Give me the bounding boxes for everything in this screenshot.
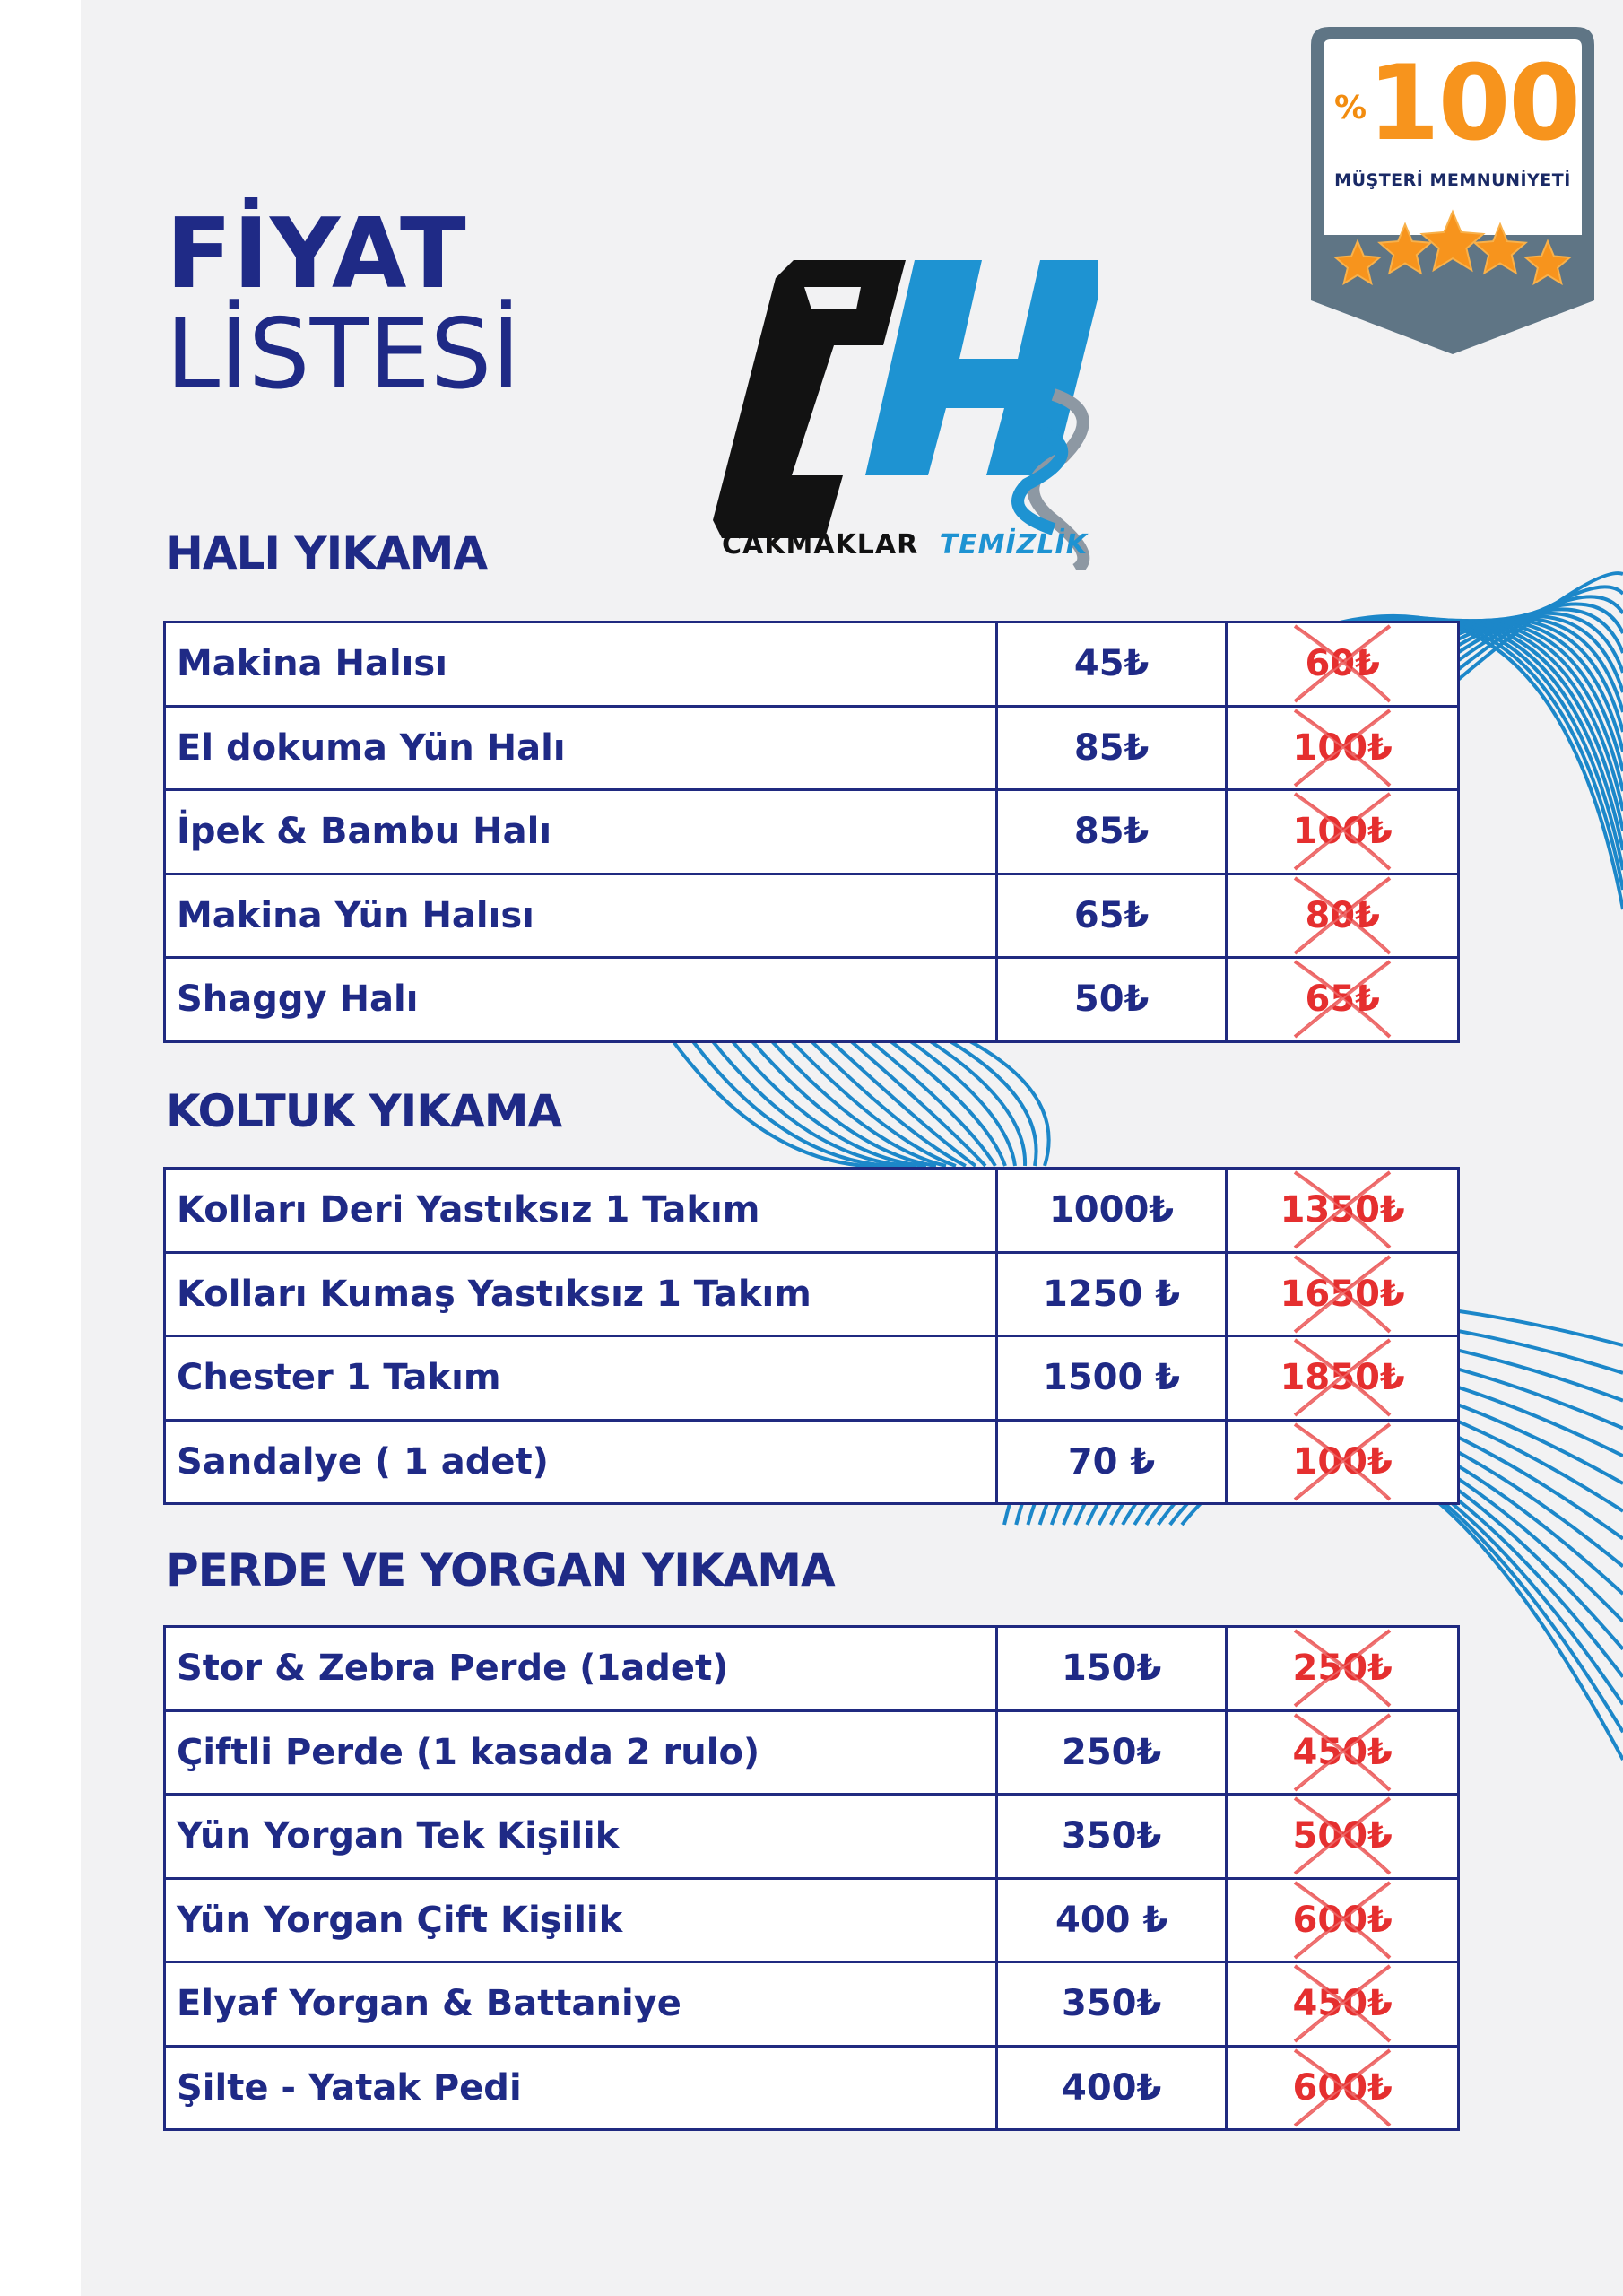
old-price — [1293, 1900, 1393, 1941]
current-price: 85₺ — [996, 790, 1227, 874]
old-price-text: 100₺ — [1292, 726, 1393, 769]
badge-subtitle: MÜŞTERİ MEMNUNİYETİ — [1334, 170, 1571, 190]
badge-number: 100 — [1367, 43, 1580, 164]
old-price — [1293, 1815, 1393, 1857]
old-price — [1305, 895, 1380, 936]
page-title — [166, 198, 521, 411]
service-name: Sandalye ( 1 adet) — [165, 1420, 997, 1504]
old-price — [1305, 643, 1380, 684]
service-name: Makina Halısı — [165, 622, 997, 707]
current-price: 1250 ₺ — [996, 1252, 1227, 1336]
old-price-text: 1350₺ — [1280, 1189, 1405, 1231]
old-price-text: 600₺ — [1292, 2066, 1393, 2109]
old-price-text: 60₺ — [1305, 643, 1380, 685]
service-name: Elyaf Yorgan & Battaniye — [165, 1962, 997, 2047]
current-price: 50₺ — [996, 958, 1227, 1042]
old-price-text: 1850₺ — [1280, 1357, 1405, 1399]
table-row — [165, 874, 1459, 958]
current-price: 250₺ — [996, 1710, 1227, 1795]
old-price — [1280, 1189, 1405, 1231]
old-price-cell — [1227, 1878, 1459, 1962]
logo-name-part2: TEMİZLİK — [939, 529, 1088, 561]
old-price-cell — [1227, 874, 1459, 958]
old-price — [1293, 1648, 1393, 1689]
old-price — [1280, 1357, 1405, 1398]
title-line-2: LİSTESİ — [166, 299, 521, 411]
old-price — [1293, 2067, 1393, 2109]
service-name: Yün Yorgan Çift Kişilik — [165, 1878, 997, 1962]
service-name: Shaggy Halı — [165, 958, 997, 1042]
title-line-1: FİYAT — [166, 198, 467, 310]
old-price — [1293, 727, 1393, 769]
table-row — [165, 1169, 1459, 1253]
table-row — [165, 1795, 1459, 1879]
table-row — [165, 622, 1459, 707]
current-price: 85₺ — [996, 706, 1227, 790]
current-price: 65₺ — [996, 874, 1227, 958]
old-price — [1305, 978, 1380, 1020]
old-price-text: 100₺ — [1292, 1440, 1393, 1483]
current-price: 1500 ₺ — [996, 1336, 1227, 1421]
current-price: 350₺ — [996, 1795, 1227, 1879]
old-price-text: 80₺ — [1305, 894, 1380, 936]
table-row — [165, 1252, 1459, 1336]
table-row — [165, 790, 1459, 874]
old-price-cell — [1227, 1169, 1459, 1253]
old-price-text: 450₺ — [1292, 1731, 1393, 1773]
old-price-cell — [1227, 2046, 1459, 2130]
old-price-cell — [1227, 706, 1459, 790]
table-row — [165, 2046, 1459, 2130]
logo-wordmark — [722, 529, 1088, 561]
current-price: 1000₺ — [996, 1169, 1227, 1253]
old-price-cell — [1227, 1252, 1459, 1336]
service-name: Kolları Deri Yastıksız 1 Takım — [165, 1169, 997, 1253]
table-row — [165, 1710, 1459, 1795]
old-price-text: 500₺ — [1292, 1815, 1393, 1857]
old-price-text: 600₺ — [1292, 1899, 1393, 1941]
table-row — [165, 1627, 1459, 1711]
old-price-cell — [1227, 1420, 1459, 1504]
section-title-koltuk: KOLTUK YIKAMA — [166, 1085, 562, 1137]
old-price-cell — [1227, 958, 1459, 1042]
old-price-cell — [1227, 1962, 1459, 2047]
section-title-perde: PERDE VE YORGAN YIKAMA — [166, 1544, 835, 1596]
section-title-hali: HALI YIKAMA — [166, 527, 488, 579]
current-price: 400₺ — [996, 2046, 1227, 2130]
service-name: Chester 1 Takım — [165, 1336, 997, 1421]
table-row — [165, 958, 1459, 1042]
old-price-text: 250₺ — [1292, 1648, 1393, 1690]
old-price-text: 65₺ — [1305, 978, 1380, 1021]
old-price-text: 1650₺ — [1280, 1273, 1405, 1315]
current-price: 350₺ — [996, 1962, 1227, 2047]
old-price — [1293, 1441, 1393, 1483]
current-price: 150₺ — [996, 1627, 1227, 1711]
old-price-text: 450₺ — [1292, 1983, 1393, 2025]
service-name: Çiftli Perde (1 kasada 2 rulo) — [165, 1710, 997, 1795]
old-price — [1293, 1732, 1393, 1773]
badge-percent-sign: % — [1334, 90, 1367, 126]
table-row — [165, 1962, 1459, 2047]
current-price: 400 ₺ — [996, 1878, 1227, 1962]
price-table-hali — [163, 621, 1460, 1043]
old-price-cell — [1227, 1710, 1459, 1795]
old-price-cell — [1227, 790, 1459, 874]
old-price — [1280, 1274, 1405, 1315]
service-name: Stor & Zebra Perde (1adet) — [165, 1627, 997, 1711]
company-logo — [713, 260, 1098, 570]
current-price: 70 ₺ — [996, 1420, 1227, 1504]
price-table-perde — [163, 1625, 1460, 2131]
table-row — [165, 706, 1459, 790]
old-price-cell — [1227, 1627, 1459, 1711]
service-name: Şilte - Yatak Pedi — [165, 2046, 997, 2130]
service-name: El dokuma Yün Halı — [165, 706, 997, 790]
logo-name-part1: CAKMAKLAR — [722, 529, 919, 561]
old-price — [1293, 1983, 1393, 2024]
service-name: İpek & Bambu Halı — [165, 790, 997, 874]
old-price-cell — [1227, 622, 1459, 707]
service-name: Makina Yün Halısı — [165, 874, 997, 958]
table-row — [165, 1420, 1459, 1504]
table-row — [165, 1336, 1459, 1421]
old-price — [1293, 811, 1393, 852]
current-price: 45₺ — [996, 622, 1227, 707]
table-row — [165, 1878, 1459, 1962]
service-name: Yün Yorgan Tek Kişilik — [165, 1795, 997, 1879]
old-price-cell — [1227, 1336, 1459, 1421]
service-name: Kolları Kumaş Yastıksız 1 Takım — [165, 1252, 997, 1336]
price-table-koltuk — [163, 1167, 1460, 1505]
old-price-text: 100₺ — [1292, 811, 1393, 853]
old-price-cell — [1227, 1795, 1459, 1879]
